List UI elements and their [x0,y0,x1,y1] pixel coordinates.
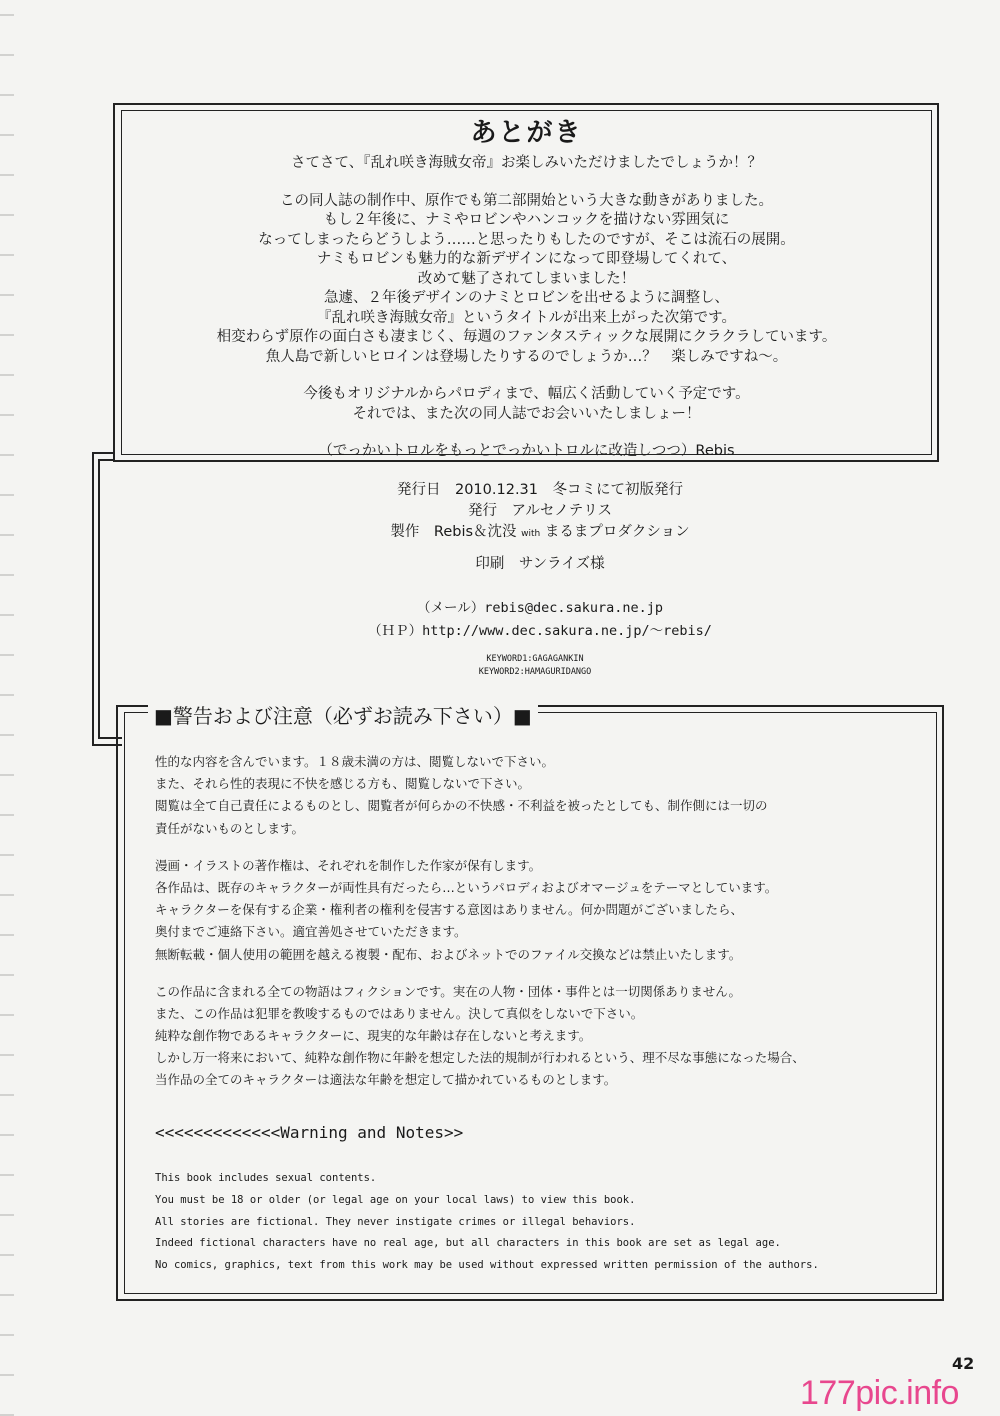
keyword-1: KEYWORD1:GAGAGANKIN [486,654,584,664]
afterword-line: それでは、また次の同人誌でお会いいたしましょー！ [352,405,701,422]
afterword-line: ナミもロビンも魅力的な新デザインになって即登場してくれて、 [316,251,737,267]
production-with: with [521,529,541,539]
afterword-line: 相変わらず原作の面白さも凄まじく、毎週のファンタスティックな展開にクラクラしています。 [216,329,837,345]
production [300,520,780,541]
warning-line: 当作品の全てのキャラクターは適法な年齢を想定して描かれているものとします。 [155,1072,617,1088]
afterword-line: 急遽、２年後デザインのナミとロビンを出せるように調整し、 [324,290,729,306]
publisher: 発行 アルセノテリス [468,503,612,519]
afterword-line: この同人誌の制作中、原作でも第二部開始という大きな動きがありました。 [280,192,773,209]
warning-line: また、それら性的表現に不快を感じる方も、閲覧しないで下さい。 [155,776,531,792]
warning-line: 各作品は、既存のキャラクターが両性具有だったら…というパロディおよびオマージュをテーマとしています。 [155,879,778,895]
warning-body [155,751,925,1092]
warning-line: 責任がないものとします。 [155,820,305,836]
frame-connector [92,452,94,746]
keywords [400,654,670,680]
warning-line: 純粋な創作物であるキャラクターに、現実的な年齢は存在しないと考えます。 [155,1028,592,1044]
afterword-line: 改めて魅了されてしまいました！ [417,270,636,287]
afterword-line: なってしまったらどうしよう……と思ったりもしたのですが、そこは流石の展開。 [258,231,795,248]
colophon [300,478,780,573]
frame-connector [98,459,114,461]
warning-line: 閲覧は全て自己責任によるものとし、閲覧者が何らかの不快感・不利益を被ったとしても、制作側には一切の [155,798,768,814]
warning-line: 無断転載・個人使用の範囲を越える複製・配布、およびネットでのファイル交換などは禁止いたします。 [155,946,742,962]
afterword-line: さてさて、『乱れ咲き海賊女帝』お楽しみいただけましたでしょうか！？ [291,155,762,171]
english-line: All stories are fictional. They never instigate crimes or illegal behaviors. [155,1215,636,1228]
warning-line: この作品に含まれる全ての物語はフィクションです。実在の人物・団体・事件とは一切関係ありません。 [155,983,742,999]
frame-connector [98,459,100,739]
warning-line: また、この作品は犯罪を教唆するものではありません。決して真似をしないで下さい。 [155,1005,644,1021]
page-number: 42 [952,1354,975,1373]
printer: 印刷 サンライズ様 [475,556,605,572]
english-notes-title: <<<<<<<<<<<<<Warning and Notes>> [155,1123,464,1142]
english-line: You must be 18 or older (or legal age on your local laws) to view this book. [155,1193,636,1206]
english-line: No comics, graphics, text from this work may be used without expressed written permission of the authors. [155,1259,819,1272]
afterword-line: 『乱れ咲き海賊女帝』というタイトルが出来上がった次第です。 [316,309,737,326]
warning-line: 漫画・イラストの著作権は、それぞれを制作した作家が保有します。 [155,857,542,873]
frame-connector [92,452,114,454]
publish-date: 発行日 2010.12.31 冬コミにて初版発行 [396,482,684,498]
afterword-line: 今後もオリジナルからパロディまで、幅広く活動していく予定です。 [303,386,750,402]
english-line: Indeed fictional characters have no real age, but all characters in this book are set as legal age. [155,1237,781,1250]
afterword-line: 魚人島で新しいヒロインは登場したりするのでしょうか…？ 楽しみですね〜。 [265,348,788,365]
warning-line: 奥付までご連絡下さい。適宜善処させていただきます。 [155,924,467,940]
binding-edge [0,0,14,1416]
warning-title: ■警告および注意（必ずお読み下さい）■ [148,700,538,729]
english-notes-body [155,1168,925,1277]
warning-line: 性的な内容を含んでいます。１８歳未満の方は、閲覧しないで下さい。 [155,754,555,769]
keyword-2: KEYWORD2:HAMAGURIDANGO [478,667,592,677]
mail-link[interactable]: （メール）rebis@dec.sakura.ne.jp [416,600,664,616]
production-suffix: まるまプロダクション [544,524,690,540]
homepage-link[interactable]: （ＨＰ）http://www.dec.sakura.ne.jp/〜rebis/ [368,623,712,639]
afterword-signature: （でっかいトロルをもっとでっかいトロルに改造しつつ）Rebis [318,443,735,459]
warning-line: しかし万一将来において、純粋な創作物に年齢を想定した法的規制が行われるという、理不尽な事態になった場合、 [155,1050,805,1066]
contact-info [300,596,780,642]
afterword-title: あとがき [470,118,583,148]
afterword-line: もし２年後に、ナミやロビンやハンコックを描けない雰囲気に [323,212,730,228]
afterword-body [121,154,932,462]
production-prefix: 製作 Rebis＆沈没 [390,524,517,540]
english-line: This book includes sexual contents. [155,1172,377,1184]
site-watermark: 177pic.info [800,1374,959,1412]
warning-line: キャラクターを保有する企業・権利者の権利を侵害する意図はありません。何か問題がございましたら、 [155,902,744,918]
